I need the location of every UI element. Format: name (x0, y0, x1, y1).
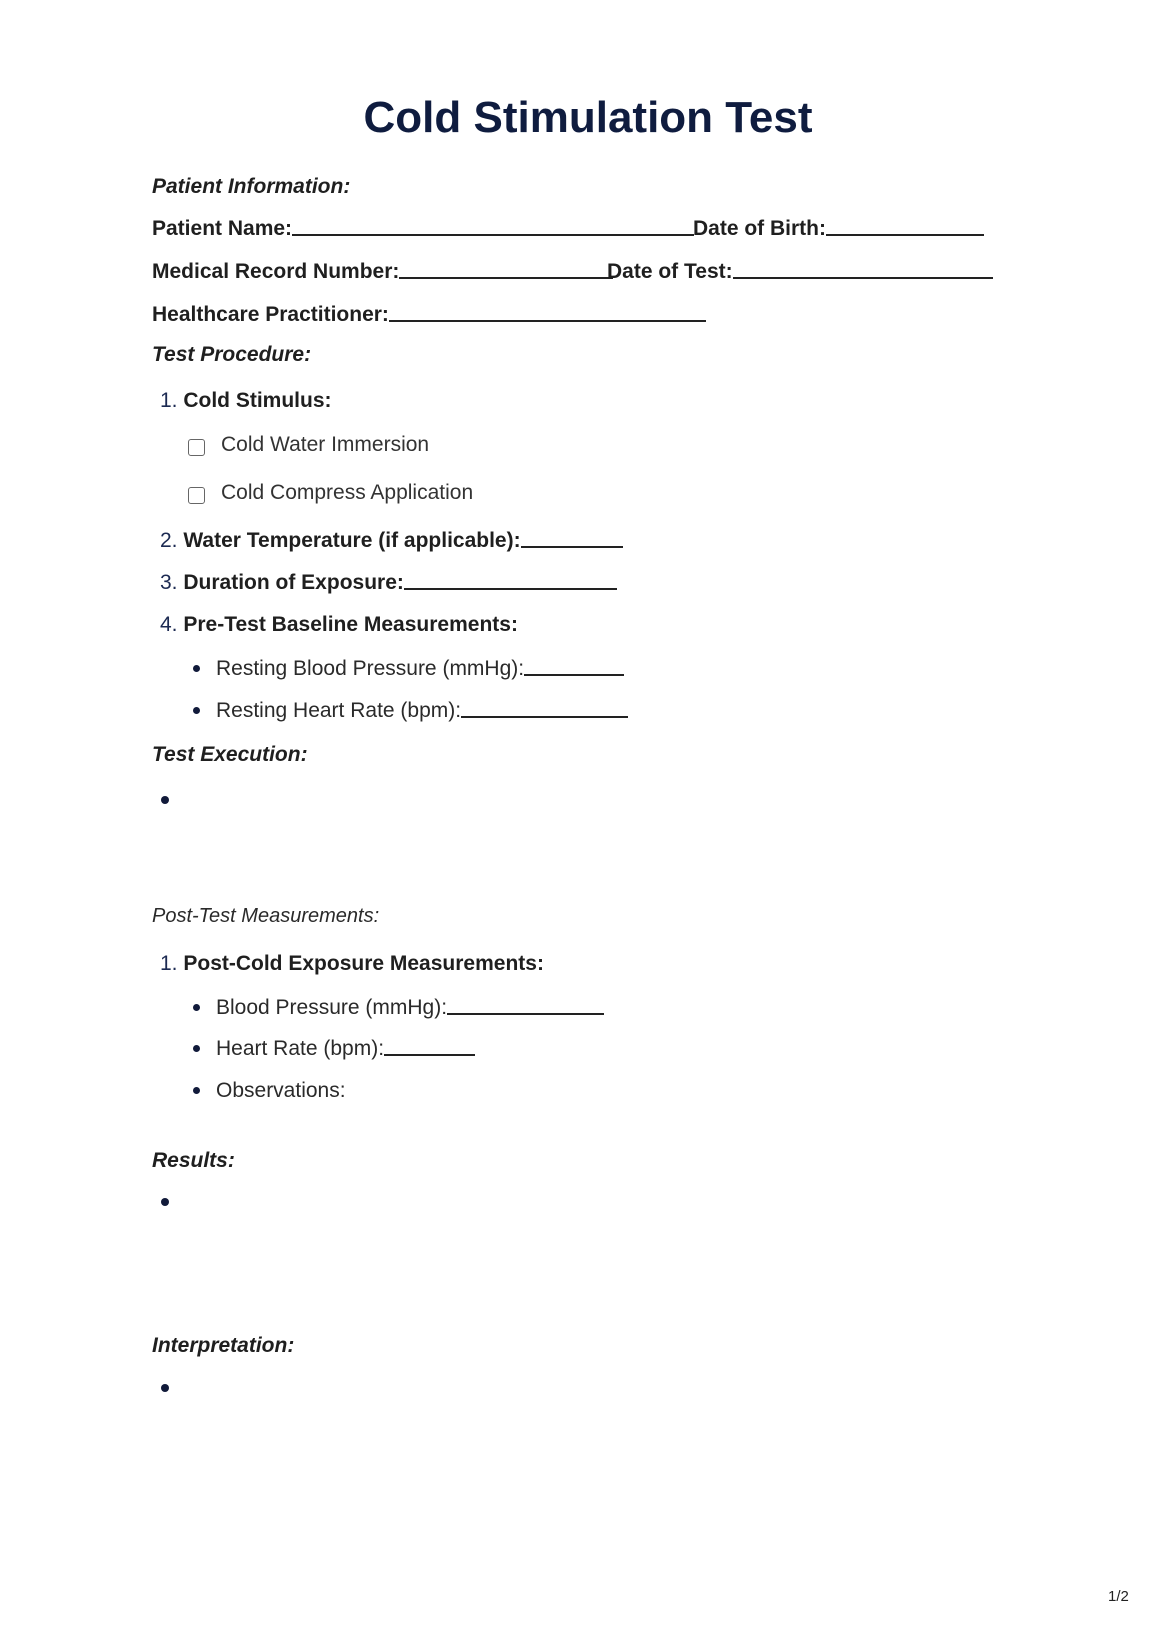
option-label: Cold Water Immersion (221, 433, 430, 456)
procedure-item-water-temperature[interactable] (160, 530, 623, 551)
measurement-label: Blood Pressure (mmHg): (216, 996, 448, 1019)
section-heading-patient-information: Patient Information: (152, 175, 351, 198)
list-number: 1. (160, 389, 178, 412)
healthcare-practitioner-label: Healthcare Practitioner: (152, 303, 389, 326)
date-of-test-field[interactable] (607, 261, 993, 282)
post-blood-pressure[interactable] (193, 997, 604, 1018)
list-number: 1. (160, 952, 178, 975)
bullet-icon (193, 665, 200, 672)
bullet-icon (193, 1087, 200, 1094)
bullet-icon (193, 1045, 200, 1052)
bullet-icon (193, 707, 200, 714)
date-of-birth-field[interactable] (693, 218, 984, 239)
post-heart-rate-blank[interactable] (384, 1053, 475, 1056)
patient-name-label: Patient Name: (152, 217, 293, 240)
list-number: 2. (160, 529, 178, 552)
medical-record-number-label: Medical Record Number: (152, 260, 400, 283)
post-heart-rate[interactable] (193, 1038, 475, 1059)
measurement-label: Heart Rate (bpm): (216, 1037, 385, 1060)
section-heading-test-execution: Test Execution: (152, 743, 308, 766)
duration-of-exposure-blank[interactable] (404, 587, 617, 590)
list-number: 3. (160, 571, 178, 594)
procedure-item-label: Pre-Test Baseline Measurements: (183, 613, 518, 636)
procedure-item-pre-test-baseline (160, 614, 518, 635)
section-heading-post-test-measurements: Post-Test Measurements: (152, 905, 380, 927)
measurement-label: Resting Heart Rate (bpm): (216, 699, 462, 722)
measurement-label: Observations: (216, 1079, 346, 1102)
healthcare-practitioner-blank[interactable] (389, 319, 706, 322)
section-heading-test-procedure: Test Procedure: (152, 343, 312, 366)
procedure-item-label: Duration of Exposure: (183, 571, 404, 594)
section-heading-results: Results: (152, 1149, 235, 1172)
section-heading-interpretation: Interpretation: (152, 1334, 295, 1357)
medical-record-number-blank[interactable] (399, 276, 613, 279)
checkbox[interactable] (188, 487, 205, 504)
post-observations (193, 1080, 346, 1101)
post-item-label: Post-Cold Exposure Measurements: (183, 952, 544, 975)
baseline-resting-heart-rate[interactable] (193, 700, 628, 721)
patient-name-field[interactable] (152, 218, 694, 239)
date-of-test-label: Date of Test: (607, 260, 733, 283)
date-of-birth-label: Date of Birth: (693, 217, 826, 240)
procedure-item-label: Water Temperature (if applicable): (183, 529, 521, 552)
page-title: Cold Stimulation Test (363, 93, 813, 142)
option-cold-compress-application[interactable] (188, 482, 473, 503)
medical-record-number-field[interactable] (152, 261, 613, 282)
patient-name-blank[interactable] (292, 233, 694, 236)
list-number: 4. (160, 613, 178, 636)
procedure-item-cold-stimulus (160, 390, 332, 411)
water-temperature-blank[interactable] (521, 545, 623, 548)
resting-blood-pressure-blank[interactable] (524, 673, 624, 676)
post-item-post-cold-exposure (160, 953, 544, 974)
date-of-test-blank[interactable] (733, 276, 993, 279)
healthcare-practitioner-field[interactable] (152, 304, 706, 325)
test-execution-bullet-icon (161, 796, 169, 804)
post-blood-pressure-blank[interactable] (447, 1012, 604, 1015)
date-of-birth-blank[interactable] (826, 233, 984, 236)
measurement-label: Resting Blood Pressure (mmHg): (216, 657, 525, 680)
page-number: 1/2 (1108, 1588, 1129, 1605)
interpretation-bullet-icon (161, 1384, 169, 1392)
checkbox[interactable] (188, 439, 205, 456)
option-cold-water-immersion[interactable] (188, 434, 429, 455)
results-bullet-icon (161, 1198, 169, 1206)
baseline-resting-blood-pressure[interactable] (193, 658, 624, 679)
option-label: Cold Compress Application (221, 481, 474, 504)
resting-heart-rate-blank[interactable] (461, 715, 628, 718)
procedure-item-duration-of-exposure[interactable] (160, 572, 617, 593)
bullet-icon (193, 1004, 200, 1011)
procedure-item-label: Cold Stimulus: (183, 389, 332, 412)
